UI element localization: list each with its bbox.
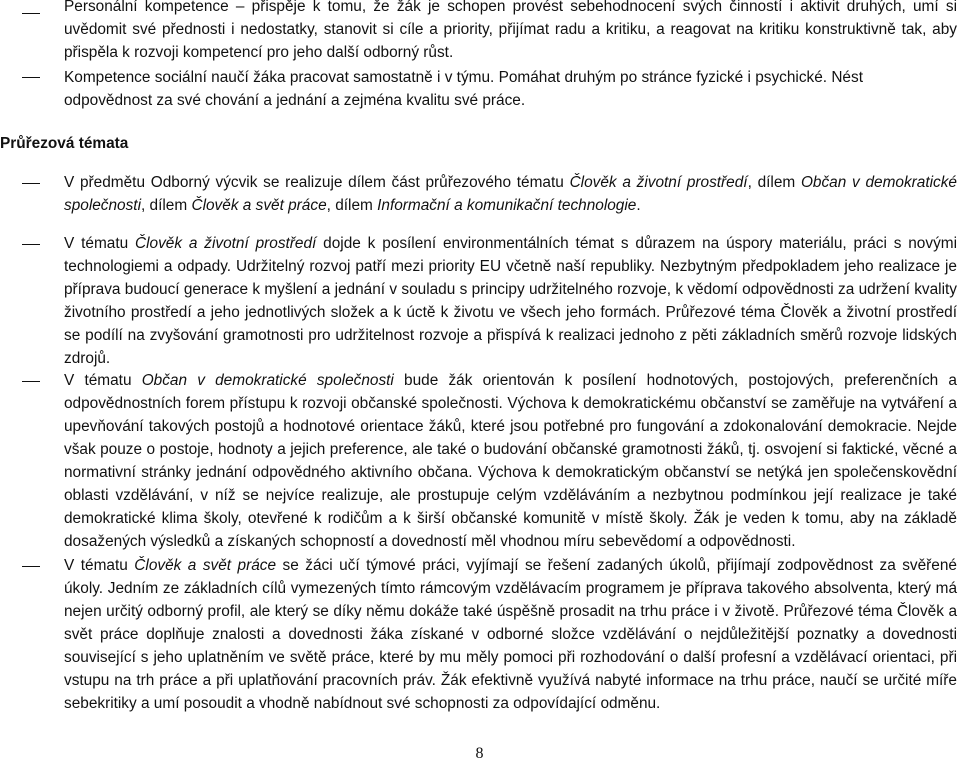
text-run: , dílem bbox=[747, 174, 801, 191]
list-item-social-competence bbox=[64, 66, 944, 112]
text-run: . bbox=[636, 197, 641, 214]
text-run: , dílem bbox=[326, 197, 378, 214]
text-run: se žáci učí týmové práci, vyjímají se řešení zadaných úkolů, přijímají zodpovědnost za svěřené úkoly. Jedním ze základních cílů vymezených tímto rámcovým vzdělávacím programem je příprava takového absolventa, který má nejen určitý odborný profil, ale který se díky němu dokáže také úspěšně prosadit na trhu práce i v životě. Průřezové téma Člověk a svět práce doplňuje znalosti a dovednosti žáka získané v odborné složce vzdělávání o nejdůležitější poznatky a dovednosti související s jeho uplatněním ve světě práce, které by mu měly pomoci při rozhodování o další profesní a vzdělávací orientaci, při vstupu na trh práce a při uplatňování pracovních práv. Žák efektivně využívá nabyté informace na trhu práce, naučí se určité míře sebekritiky a umí posoudit a vhodně nabídnout své schopnosti za odpovídající odměnu. bbox=[64, 557, 957, 712]
paragraph-topics-overview bbox=[64, 171, 957, 217]
text-run: V předmětu Odborný výcvik se realizuje dílem část průřezového tématu bbox=[64, 174, 570, 191]
italic-run: Občan v demokratické společnosti bbox=[141, 372, 394, 389]
list-dash bbox=[22, 381, 40, 382]
italic-run: Občan v demokratické společnosti bbox=[64, 174, 957, 214]
text-run: V tématu bbox=[64, 235, 135, 252]
paragraph-world-of-work bbox=[64, 554, 957, 715]
list-dash bbox=[22, 566, 40, 567]
list-item-text: Personální kompetence – přispěje k tomu, že žák je schopen provést sebehodnocení svých činností i aktivit druhých, umí si uvědomit své přednosti i nedostatky, stanovit si cíle a priority, přijímat radu a kritiku, a reagovat na kritiku konstruktivně tak, aby přispěla k rozvoji kompetencí pro jeho další odborný růst. bbox=[64, 0, 957, 61]
text-run: bude žák orientován k posílení hodnotových, postojových, preferenčních a odpovědnostních forem přístupu k rozvoji občanské společnosti. Výchova k demokratickému občanství se zaměřuje na vytváření a upevňování takových postojů a hodnotové orientace žáků, které jsou potřebné pro fungování a zdokonalování demokracie. Nejde však pouze o postoje, hodnoty a jejich preference, ale také o budování občanské gramotnosti žáků, tj. osvojení si faktické, věcné a normativní stránky jednání odpovědného aktivního občana. Výchova k demokratickým občanství se netýká jen společenskovědní oblasti vzdělávání, v níž se nejvíce realizuje, ale prostupuje celým vzděláváním a nezbytnou podmínkou její realizace je také demokratické klima školy, otevřené k rodičům a k širší občanské komunitě v místě školy. Žák je veden k tomu, aby na základě dosažených výsledků a získaných schopností a dovedností měl vhodnou míru sebevědomí a odpovědnosti. bbox=[64, 372, 957, 550]
italic-run: Člověk a životní prostředí bbox=[569, 174, 748, 191]
italic-run: Člověk a svět práce bbox=[134, 557, 277, 574]
list-dash bbox=[22, 183, 40, 184]
text-run: , dílem bbox=[141, 197, 192, 214]
list-dash bbox=[22, 77, 40, 78]
paragraph-citizen bbox=[64, 369, 957, 553]
text-run: V tématu bbox=[64, 372, 142, 389]
italic-run: Člověk a svět práce bbox=[191, 197, 327, 214]
text-run: V tématu bbox=[64, 557, 135, 574]
section-heading: Průřezová témata bbox=[0, 135, 129, 152]
page-number: 8 bbox=[475, 745, 484, 762]
italic-run: Člověk a životní prostředí bbox=[135, 235, 317, 252]
list-dash bbox=[22, 244, 40, 245]
paragraph-environment bbox=[64, 232, 957, 370]
list-item-text: Kompetence sociální naučí žáka pracovat samostatně i v týmu. Pomáhat druhým po stránce fyzické i psychické. Nést odpovědnost za své chování a jednání a zejména kvalitu své práce. bbox=[64, 69, 863, 109]
list-dash bbox=[22, 13, 40, 14]
italic-run: Informační a komunikační technologie bbox=[377, 197, 637, 214]
text-run: dojde k posílení environmentálních témat s důrazem na úspory materiálu, práci s novými technologiemi a odpady. Udržitelný rozvoj patří mezi priority EU včetně naší republiky. Nezbytným předpokladem jeho realizace je příprava budoucí generace k myšlení a jednání v souladu s principy udržitelného rozvoje, k vědomí odpovědnosti za udržení kvality životního prostředí a jeho jednotlivých složek a k úctě k životu ve všech jeho formách. Průřezové téma Člověk a životní prostředí se podílí na zvyšování gramotnosti pro udržitelnost rozvoje a přispívá k realizaci jednoho z pěti základních směrů rozvoje lidských zdrojů. bbox=[64, 235, 958, 367]
list-item-personal-competence bbox=[64, 0, 957, 64]
